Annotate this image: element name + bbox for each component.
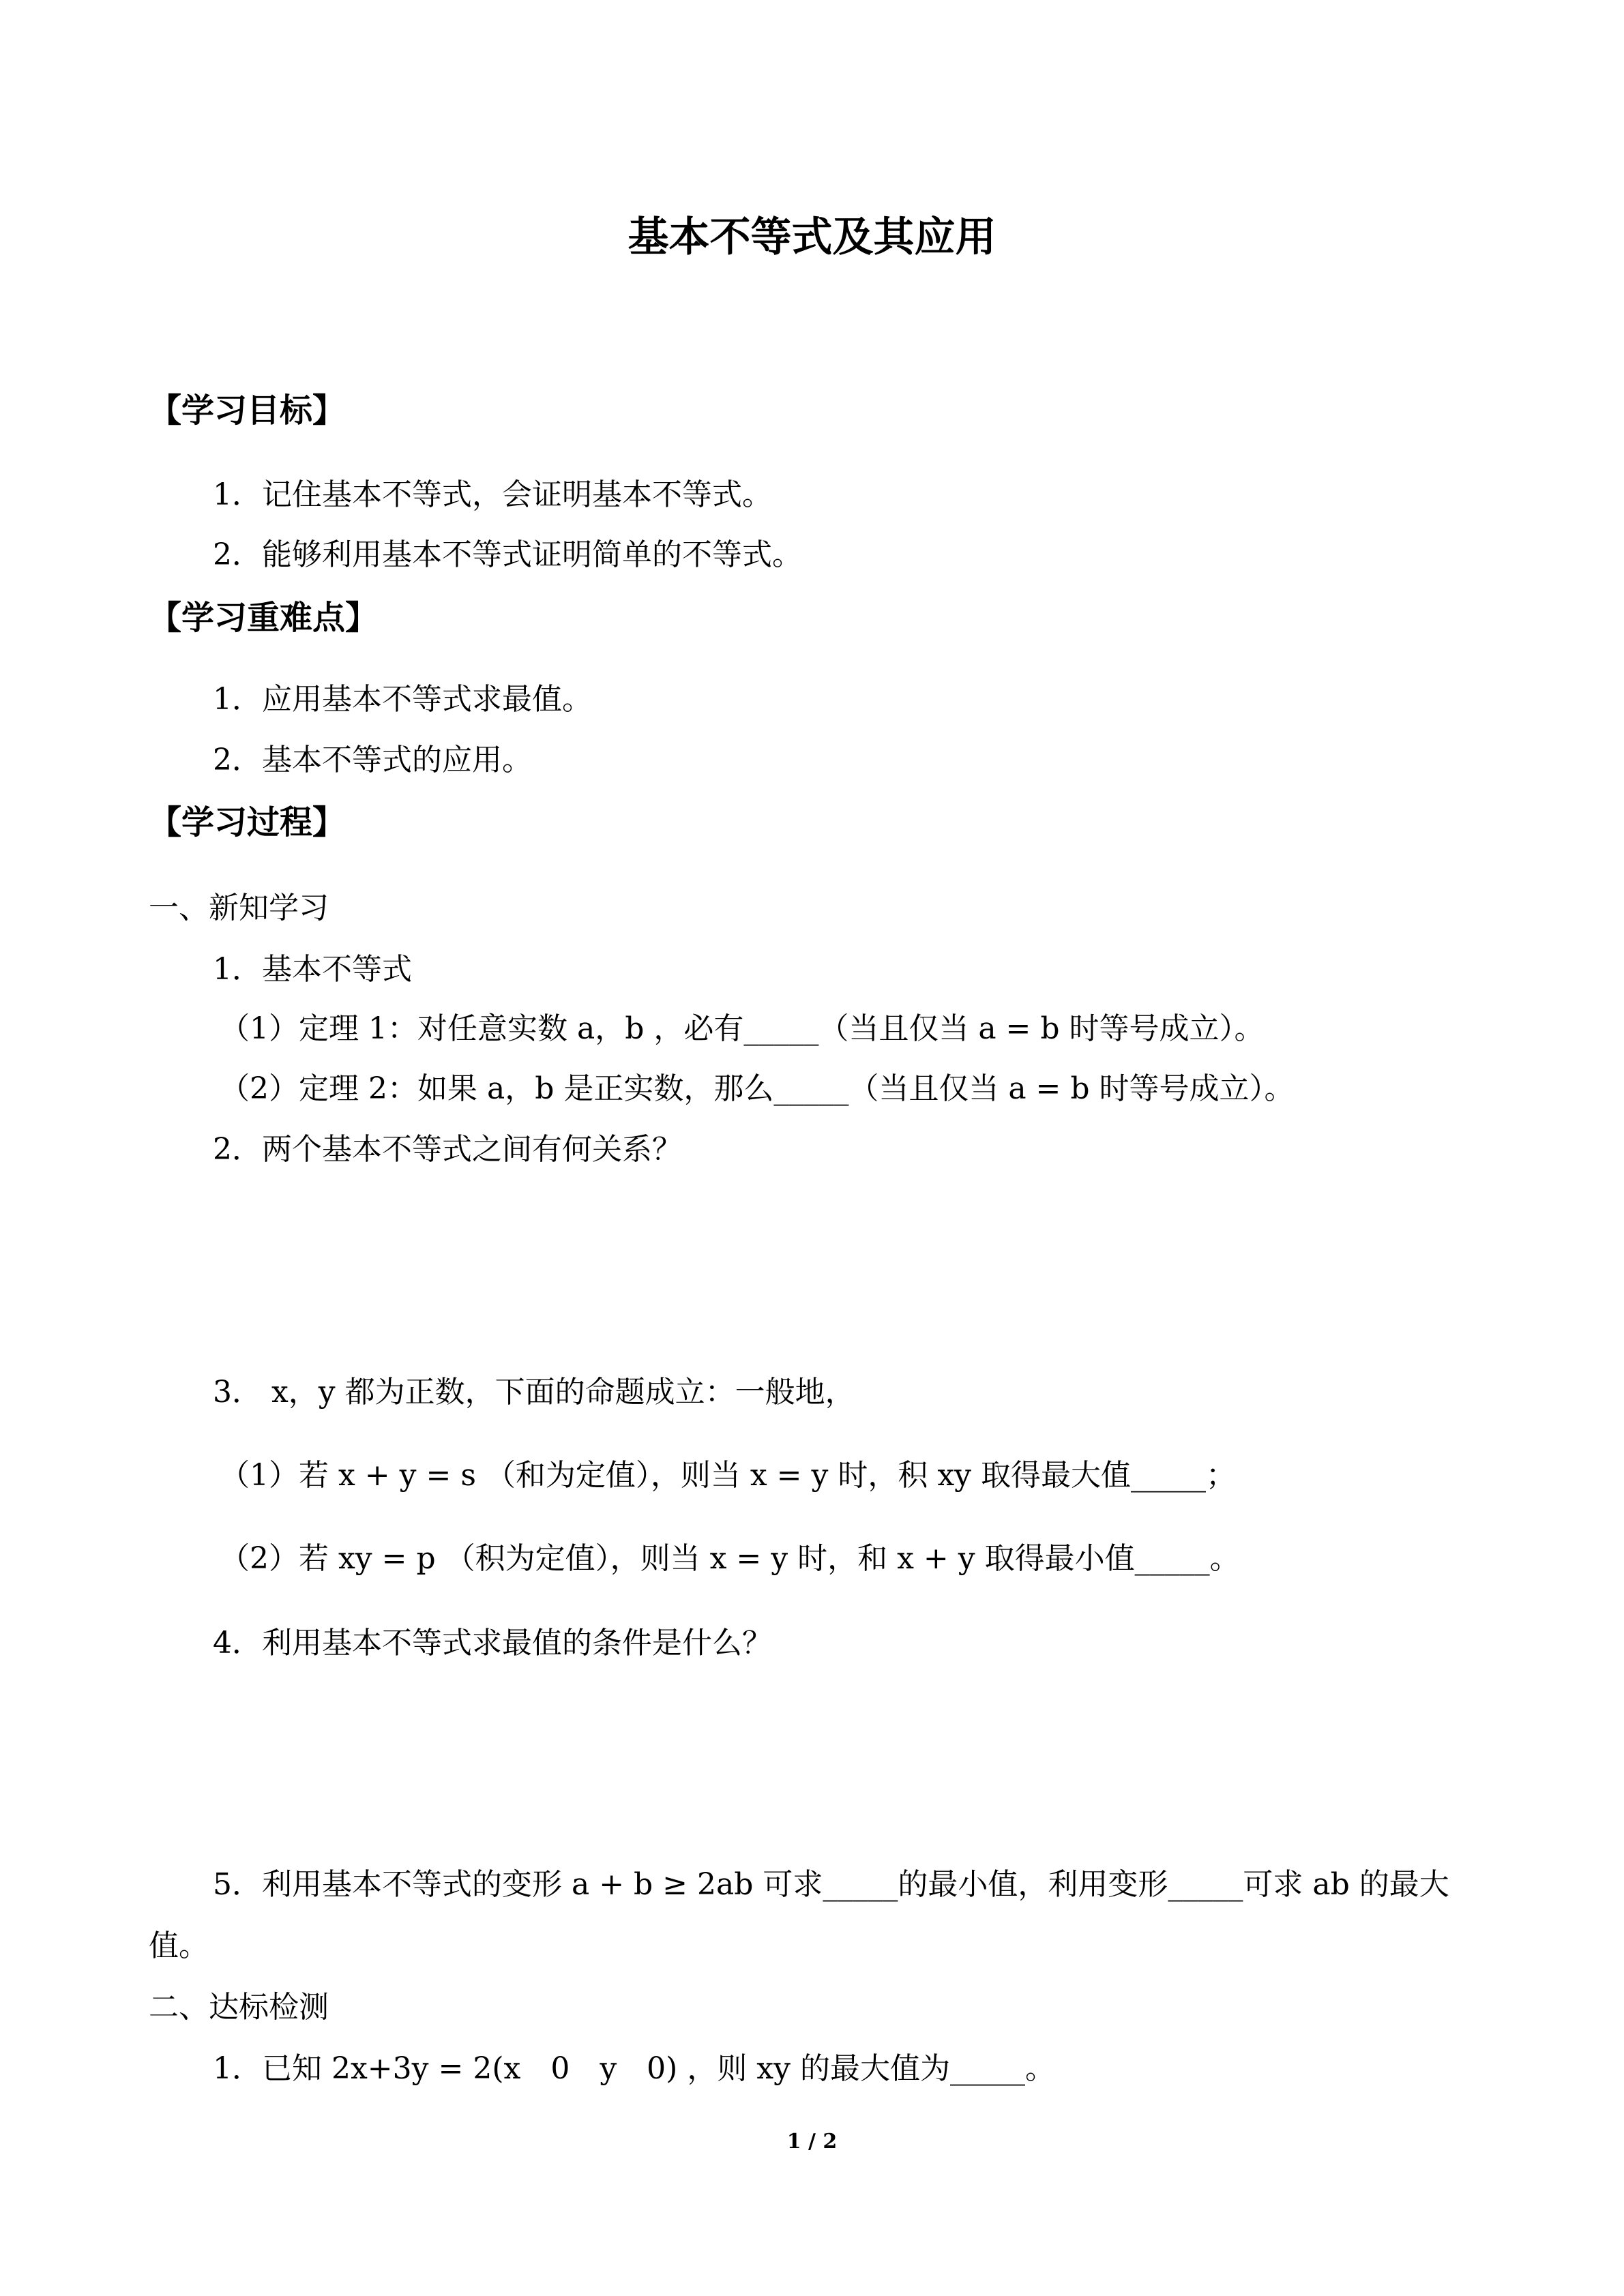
document-title: 基本不等式及其应用: [628, 213, 996, 261]
process-heading: 【学习过程】: [149, 803, 346, 841]
keypoint-item-2: 2．基本不等式的应用。: [213, 743, 532, 777]
page-number: 1 / 2: [786, 2130, 838, 2153]
part1-question-1: 1．基本不等式: [213, 952, 412, 987]
part1-question-3: 3． x，y 都为正数，下面的命题成立：一般地，: [213, 1375, 855, 1410]
part2-question-1: 1．已知 2x+3y = 2(x 0 y 0) ，则 xy 的最大值为_____。: [213, 2051, 1055, 2086]
theorem-2: （2）定理 2：如果 a，b 是正实数，那么_____（当且仅当 a = b 时等号成立）。: [220, 1071, 1295, 1106]
part2-label: 二、达标检测: [149, 1990, 329, 2025]
question-3-part-2: （2）若 xy = p （积为定值），则当 x = y 时，和 x + y 取得最小值_____。: [220, 1541, 1240, 1576]
keypoints-heading: 【学习重难点】: [149, 599, 379, 637]
part1-question-5-line-2: 值。: [149, 1928, 209, 1963]
question-3-part-1: （1）若 x + y = s （和为定值），则当 x = y 时，积 xy 取得最大值_____；: [220, 1458, 1237, 1493]
part1-label: 一、新知学习: [149, 891, 329, 925]
keypoint-item-1: 1．应用基本不等式求最值。: [213, 682, 592, 717]
theorem-1: （1）定理 1：对任意实数 a，b ，必有_____（当且仅当 a = b 时等号成立）。: [220, 1011, 1265, 1046]
goal-item-2: 2．能够利用基本不等式证明简单的不等式。: [213, 537, 802, 572]
goals-heading: 【学习目标】: [149, 391, 346, 430]
goal-item-1: 1．记住基本不等式，会证明基本不等式。: [213, 477, 772, 512]
part1-question-5-line-1: 5．利用基本不等式的变形 a + b ≥ 2ab 可求_____的最小值，利用变形_____可求 ab 的最大: [213, 1867, 1449, 1902]
part1-question-4: 4．利用基本不等式求最值的条件是什么？: [213, 1626, 772, 1660]
part1-question-2: 2．两个基本不等式之间有何关系？: [213, 1132, 682, 1167]
